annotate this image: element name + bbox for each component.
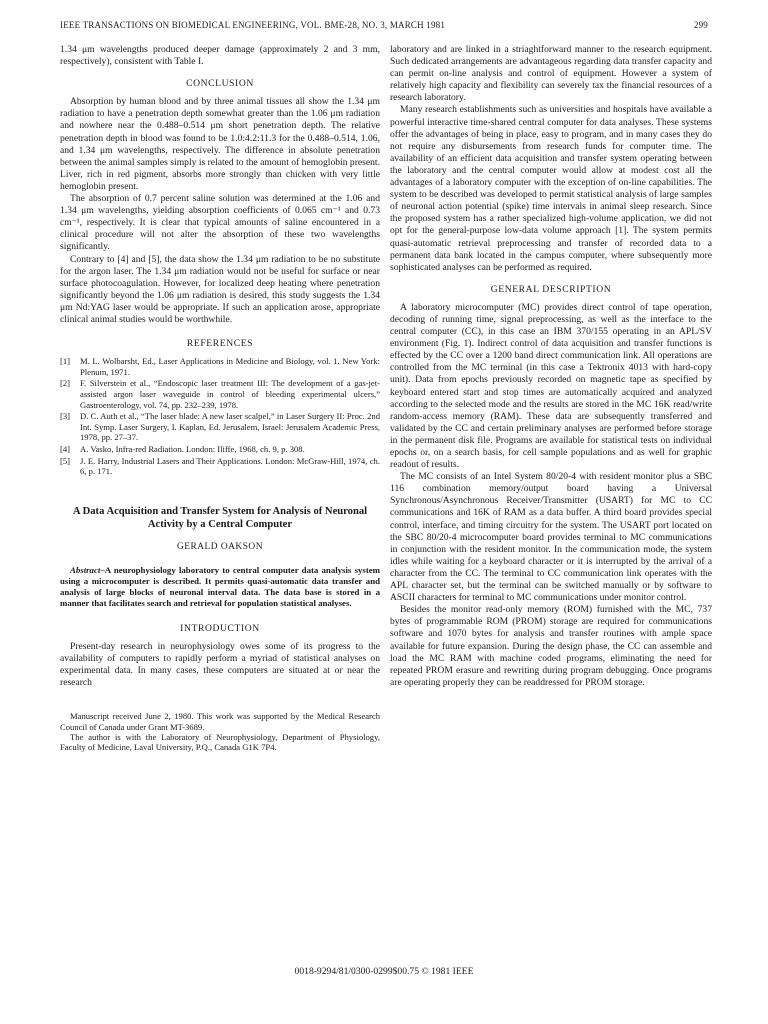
reference-number: [3] bbox=[60, 411, 71, 422]
new-article-block bbox=[60, 505, 380, 753]
reference-item bbox=[60, 356, 380, 377]
conclusion-paragraph-3: Contrary to [4] and [5], the data show the 1.34 μm radiation to be no substitute for the argon laser. The 1.34 μm radiation would not be useful for surface or near surface photocoagulation. However, for localized deep heating where penetration significantly beyond the 1.06 μm radiation is desired, this study suggests the 1.34 μm Nd:YAG laser would be appropriate. If such an application arose, appropriate clinical animal studies would be worthwhile. bbox=[60, 253, 380, 325]
introduction-paragraph: Present-day research in neurophysiology owes some of its progress to the availability of computers to rapidly perform a myriad of statistical analyses on experimental data. In many cases, these computers are situated at or near the research bbox=[60, 640, 380, 689]
reference-list bbox=[60, 356, 380, 477]
general-paragraph-3: Besides the monitor read-only memory (ROM) furnished with the MC, 737 bytes of programmable ROM (PROM) storage are required for communications software and 1070 bytes for analysis and transfer routines with ample space available for future expansion. During the design phase, the CC can assemble and load the MC RAM with machine coded programs, eliminating the need for repeated PROM erasure and rewriting during program debugging. Once programs are operating properly they can be readdressed for PROM storage. bbox=[390, 604, 712, 688]
reference-item bbox=[60, 378, 380, 410]
reference-item bbox=[60, 411, 380, 443]
article-title: A Data Acquisition and Transfer System for Analysis of Neuronal Activity by a Central Computer bbox=[72, 505, 368, 530]
first-page-footnote bbox=[60, 711, 380, 753]
running-header bbox=[60, 20, 708, 34]
reference-number: [1] bbox=[60, 356, 71, 367]
introduction-heading: INTRODUCTION bbox=[180, 622, 260, 634]
conclusion-heading: CONCLUSION bbox=[186, 78, 254, 90]
journal-citation: IEEE TRANSACTIONS ON BIOMEDICAL ENGINEERING, VOL. BME-28, NO. 3, MARCH 1981 bbox=[60, 20, 446, 30]
introduction-paragraph-2: Many research establishments such as universities and hospitals have available a powerful interactive time-shared central computer for data analyses. These systems offer the advantages of being in place, easy to program, and in many cases they do not require any disbursements from research funds for computer time. The availability of an efficient data acquisition and transfer system operating between the laboratory and the central computer would allow at modest cost all the advantages of a laboratory computer with the exception of on-line capabilities. The system to be described was developed to permit statistical analysis of large samples of neuronal action potential (spike) time intervals in animal sleep research. Since the proposed system has a rather specialized high-volume application, we did not opt for the general-purpose low-data volume approach [1]. The system permits quasi-automatic retrieval preprocessing and transfer of recorded data to a permanent data bank located in the campus computer, where subsequently more sophisticated analyses can be performed as required. bbox=[390, 104, 712, 273]
abstract bbox=[60, 565, 380, 609]
right-column bbox=[390, 44, 712, 689]
general-paragraph-2: The MC consists of an Intel System 80/20-4 with resident monitor plus a SBC 116 combination memory/output board having a Universal Synchronous/Asynchronous Receiver/Transmitter (USART) for MC to CC communications and 16K of RAM as a data buffer. A third board provides special control, interface, and timing circuitry for the system. The USART port located on the SBC 80/20-4 microcomputer board provides terminal to MC communications in conjunction with the resident monitor. In the communication mode, the system idles while waiting for a keyboard character or it is interrupted by the arrival of a character from the CC. The terminal to CC communication link operates with the APL character set, but the terminal can be switched manually or by software to ASCII characters for terminal to MC communications under monitor control. bbox=[390, 471, 712, 604]
general-paragraph-1: A laboratory microcomputer (MC) provides direct control of tape operation, decoding of running time, signal preprocessing, as well as the interface to the central computer (CC), in this case an IBM 370/155 operating in an APL/SV environment (Fig. 1). Indirect control of data acquisition and transfer functions is effected by the CC over a 1200 band direct communication link. All operations are controlled from the MC terminal (in this case a Tektronix 4013 with hard-copy unit). Data from epochs previously recorded on magnetic tape as specified by keyboard entered start and stop times are automatically acquired and analyzed according to the selected mode and the results are stored in the MC 16K read/write random-access memory (RAM). These data are subsequently transferred and validated by the CC and certain preliminary analyses are performed before storage in the permanent disk file. Programs are available for statistical tests on individual epochs or, on a search basis, for cell sample populations and as well for graphic readout of results. bbox=[390, 301, 712, 471]
left-column bbox=[60, 44, 380, 753]
reference-text: D. C. Auth et al., “The laser blade: A new laser scalpel,” in Laser Surgery II: Proc. 2nd Int. Symp. Laser Surgery, I. Kaplan, Ed. Jerusalem, Israel: Jerusalem Academic Press, 1978, pp. 27–37. bbox=[80, 411, 380, 443]
reference-item bbox=[60, 444, 380, 455]
conclusion-paragraph-1: Absorption by human blood and by three animal tissues all show the 1.34 μm radiation to have a penetration depth somewhat greater than the 1.06 μm radiation and nowhere near the 0.488–0.514 μm short penetration depth. The relative penetration depth in blood was found to be 1.0:4.2:11.3 for the 0.488–0.514, 1.06, and 1.34 μm wavelengths, respectively. The difference in absolute penetration between the animal samples simply is related to the amount of hemoglobin present. Liver, rich in red pigment, absorbs more strongly than chicken with very little hemoglobin present. bbox=[60, 96, 380, 192]
reference-text: A. Vasko, Infra-red Radiation. London: Iliffe, 1968, ch. 9, p. 308. bbox=[80, 443, 305, 454]
reference-number: [2] bbox=[60, 378, 71, 389]
abstract-label: Abstract bbox=[70, 564, 101, 575]
references-heading: REFERENCES bbox=[186, 338, 254, 350]
reference-item bbox=[60, 456, 380, 477]
reference-number: [5] bbox=[60, 455, 71, 466]
manuscript-note: Manuscript received June 2, 1980. This work was supported by the Medical Research Council of Canada under Grant MT-3689. bbox=[60, 711, 380, 732]
continued-paragraph: 1.34 μm wavelengths produced deeper damage (approximately 2 and 3 mm, respectively), consistent with Table I. bbox=[60, 44, 380, 68]
conclusion-paragraph-2: The absorption of 0.7 percent saline solution was determined at the 1.06 and 1.34 μm wavelengths, yielding absorption coefficients of 0.065 cm⁻¹ and 0.73 cm⁻¹, respectively. It is clear that typical amounts of saline encountered in a clinical procedure will not alter the absorption of these two wavelengths significantly. bbox=[60, 193, 380, 253]
reference-text: F. Silverstein et al., “Endoscopic laser treatment III: The development of a gas-jet-assisted argon laser waveguide in control of bleeding experimental ulcers,” Gastroenterology, vol. 74, pp. 232–239, 1978. bbox=[80, 378, 380, 410]
author-affiliation: The author is with the Laboratory of Neurophysiology, Department of Physiology, Faculty of Medicine, Laval University, P.Q., Canada G1K 7P4. bbox=[60, 732, 380, 753]
reference-number: [4] bbox=[60, 443, 71, 454]
page-number: 299 bbox=[693, 20, 708, 30]
abstract-text: –A neurophysiology laboratory to central computer data analysis system using a microcomputer is described. It permits quasi-automatic data transfer and analysis of large blocks of neuronal interval data. The data base is stored in a manner that facilitates search and retrieval for population statistical analyses. bbox=[60, 564, 380, 608]
copyright-footer: 0018-9294/81/0300-0299$00.75 © 1981 IEEE bbox=[294, 966, 474, 977]
reference-text: M. L. Wolbarsht, Ed., Laser Applications in Medicine and Biology, vol. 1. New York: Plenum, 1971. bbox=[80, 356, 380, 377]
article-author: GERALD OAKSON bbox=[177, 541, 263, 552]
reference-text: J. E. Harry, Industrial Lasers and Their Applications. London: McGraw-Hill, 1974, ch. 6, p. 171. bbox=[80, 455, 380, 477]
general-description-heading: GENERAL DESCRIPTION bbox=[490, 283, 612, 295]
introduction-continued: laboratory and are linked in a striaghtforward manner to the research equipment. Such dedicated arrangements are advantageous regarding data transfer capacity and can permit on-line analysis and control of equipment. However a system of relatively high capacity and flexibility can severely tax the financial resources of a research laboratory. bbox=[390, 44, 712, 104]
